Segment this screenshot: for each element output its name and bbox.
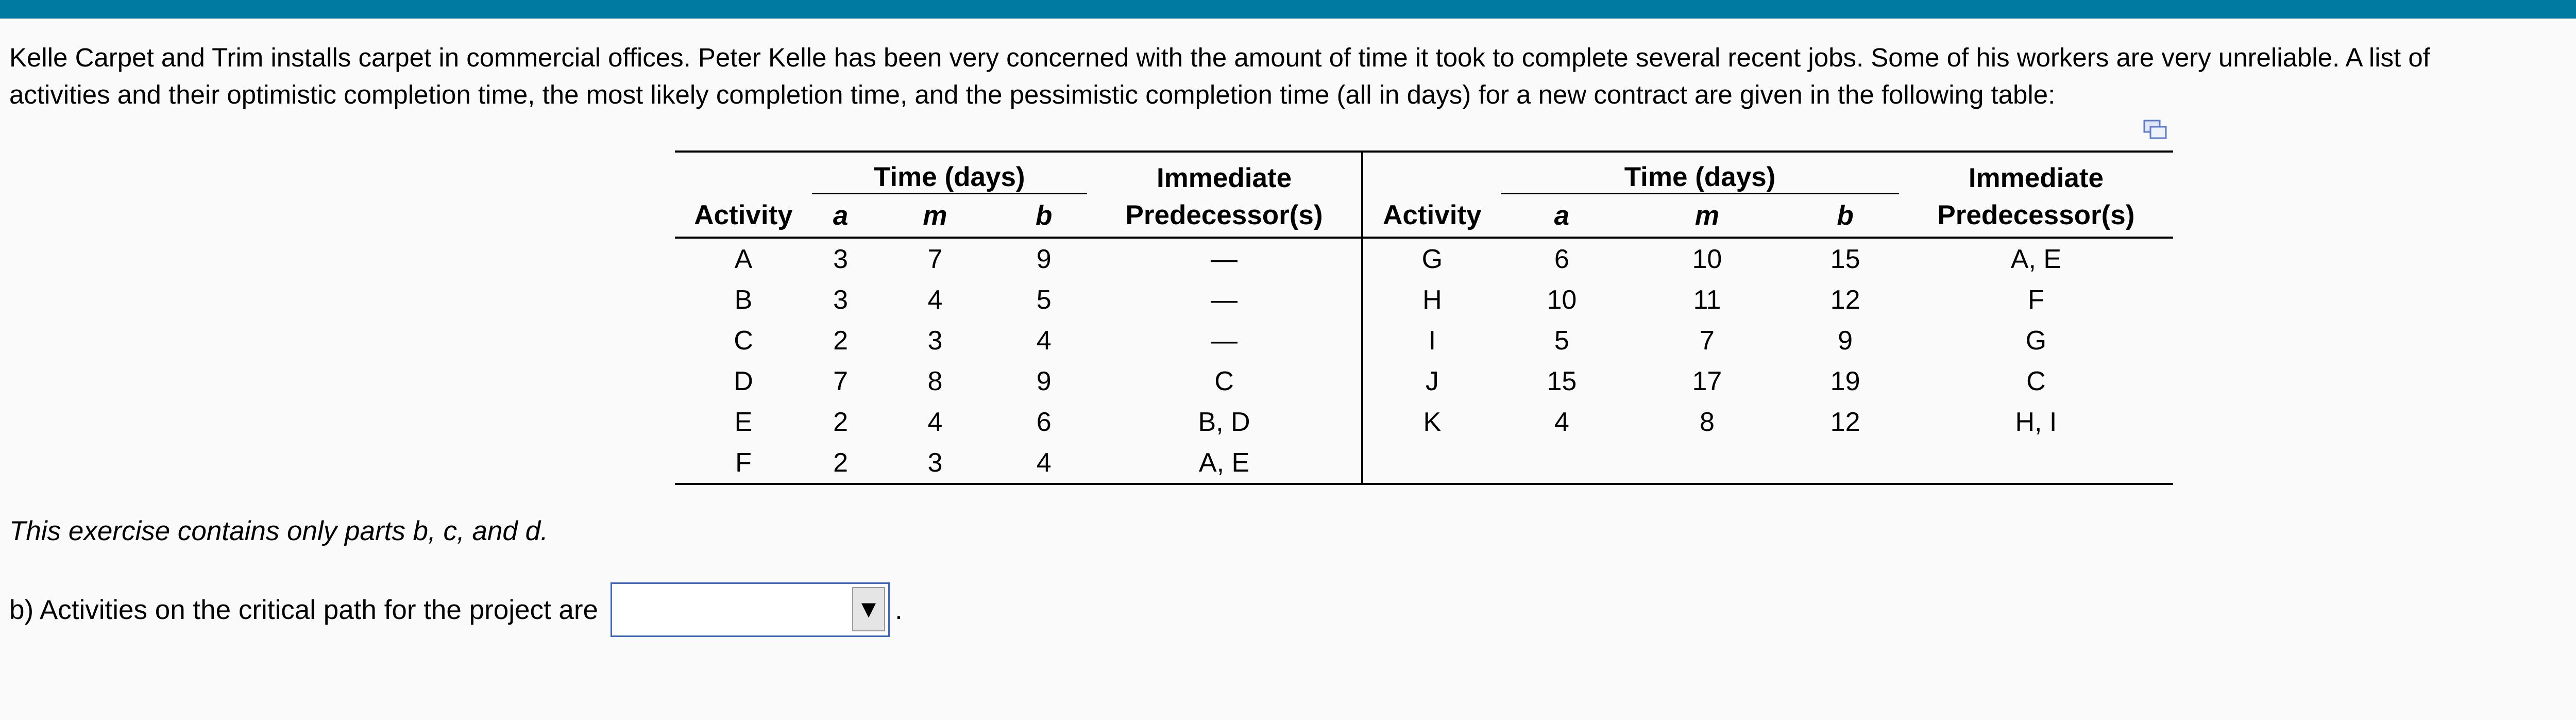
b-cell: 12 bbox=[1830, 407, 1860, 437]
activity-cell: E bbox=[734, 407, 753, 437]
question-b bbox=[9, 582, 903, 637]
immediate-header-right: Immediate bbox=[1899, 152, 2173, 194]
problem-statement bbox=[9, 39, 2576, 113]
time-days-header-right: Time (days) bbox=[1501, 152, 1899, 194]
a-cell bbox=[1501, 442, 1622, 484]
a-cell: 5 bbox=[1554, 325, 1569, 356]
header-spacer bbox=[675, 152, 812, 194]
a-cell: 7 bbox=[833, 366, 849, 396]
b-cell: 9 bbox=[1838, 325, 1853, 356]
activity-header-right: Activity bbox=[1362, 194, 1501, 238]
m-header: m bbox=[869, 194, 1001, 238]
m-cell: 10 bbox=[1692, 244, 1722, 274]
dropdown-arrow-icon[interactable]: ▼ bbox=[852, 587, 885, 631]
activity-cell bbox=[1362, 442, 1501, 484]
b-header-right: b bbox=[1791, 194, 1899, 238]
critical-path-dropdown[interactable] bbox=[611, 582, 890, 637]
a-header: a bbox=[812, 194, 869, 238]
question-b-label: b) Activities on the critical path for the project are bbox=[9, 594, 598, 625]
pred-cell: F bbox=[2028, 284, 2044, 315]
immediate-header: Immediate bbox=[1087, 152, 1363, 194]
activity-cell: I bbox=[1428, 325, 1436, 356]
activity-cell: D bbox=[734, 366, 753, 396]
pred-cell: — bbox=[1087, 320, 1363, 361]
b-cell: 6 bbox=[1036, 407, 1052, 437]
m-cell: 17 bbox=[1692, 366, 1722, 396]
activity-cell: F bbox=[675, 442, 812, 484]
a-header-right: a bbox=[1501, 194, 1622, 238]
activity-cell: A bbox=[734, 244, 753, 274]
predecessors-header: Predecessor(s) bbox=[1087, 194, 1363, 238]
m-cell: 3 bbox=[869, 442, 1001, 484]
problem-statement-line-2: activities and their optimistic completion time, the most likely completion time, and the pessimistic completion time (all in days) for a new contract are given in the following table: bbox=[9, 80, 2056, 109]
activity-cell: H bbox=[1422, 284, 1442, 315]
b-cell: 15 bbox=[1830, 244, 1860, 274]
a-cell: 4 bbox=[1554, 407, 1569, 437]
b-cell: 4 bbox=[1001, 442, 1087, 484]
a-cell: 2 bbox=[833, 407, 849, 437]
m-cell: 3 bbox=[927, 325, 943, 356]
table-row bbox=[675, 442, 2173, 484]
time-days-header: Time (days) bbox=[812, 152, 1087, 194]
problem-statement-line-1: Kelle Carpet and Trim installs carpet in commercial offices. Peter Kelle has been very concerned with the amount of time it took to complete several recent jobs. Some of his workers are very unreliable. A list of bbox=[9, 43, 2430, 72]
m-cell: 4 bbox=[927, 407, 943, 437]
a-cell: 3 bbox=[833, 284, 849, 315]
m-cell: 7 bbox=[1699, 325, 1715, 356]
a-cell: 10 bbox=[1547, 284, 1577, 315]
pred-cell: — bbox=[1087, 279, 1363, 320]
table-row bbox=[675, 279, 2173, 320]
copy-table-icon[interactable] bbox=[2143, 120, 2167, 140]
a-cell: 3 bbox=[833, 244, 849, 274]
activity-cell: J bbox=[1425, 366, 1439, 396]
activity-time-table bbox=[675, 150, 2173, 485]
activity-cell: B bbox=[734, 284, 753, 315]
m-cell: 8 bbox=[927, 366, 943, 396]
b-cell: 5 bbox=[1036, 284, 1052, 315]
b-cell: 19 bbox=[1830, 366, 1860, 396]
m-cell bbox=[1622, 442, 1791, 484]
header-spacer-right bbox=[1362, 152, 1501, 194]
m-header-right: m bbox=[1622, 194, 1791, 238]
m-cell: 7 bbox=[927, 244, 943, 274]
table-row bbox=[675, 320, 2173, 361]
a-cell: 2 bbox=[833, 325, 849, 356]
exercise-note: This exercise contains only parts b, c, and d. bbox=[9, 516, 548, 546]
pred-cell: C bbox=[1087, 361, 1363, 401]
b-cell: 9 bbox=[1036, 366, 1052, 396]
activity-cell: K bbox=[1423, 407, 1442, 437]
pred-cell: A, E bbox=[2010, 244, 2062, 274]
pred-cell: H, I bbox=[2015, 407, 2057, 437]
a-cell: 6 bbox=[1554, 244, 1569, 274]
pred-cell: G bbox=[2025, 325, 2047, 356]
b-cell bbox=[1791, 442, 1899, 484]
a-cell: 2 bbox=[812, 442, 869, 484]
pred-cell: B, D bbox=[1087, 401, 1363, 442]
question-b-period: . bbox=[895, 594, 903, 625]
b-header: b bbox=[1001, 194, 1087, 238]
a-cell: 15 bbox=[1547, 366, 1577, 396]
b-cell: 4 bbox=[1036, 325, 1052, 356]
m-cell: 4 bbox=[927, 284, 943, 315]
activity-cell: C bbox=[734, 325, 753, 356]
table-row bbox=[675, 401, 2173, 442]
top-banner bbox=[0, 0, 2576, 19]
b-cell: 9 bbox=[1036, 244, 1052, 274]
pred-cell: — bbox=[1087, 238, 1363, 279]
b-cell: 12 bbox=[1830, 284, 1860, 315]
activity-header: Activity bbox=[675, 194, 812, 238]
pred-cell: A, E bbox=[1087, 442, 1363, 484]
activity-cell: G bbox=[1421, 244, 1443, 274]
m-cell: 11 bbox=[1693, 284, 1721, 315]
pred-cell bbox=[1899, 442, 2173, 484]
table-row bbox=[675, 361, 2173, 401]
m-cell: 8 bbox=[1699, 407, 1715, 437]
table-row bbox=[675, 238, 2173, 279]
pred-cell: C bbox=[2026, 366, 2046, 396]
predecessors-header-right: Predecessor(s) bbox=[1899, 194, 2173, 238]
